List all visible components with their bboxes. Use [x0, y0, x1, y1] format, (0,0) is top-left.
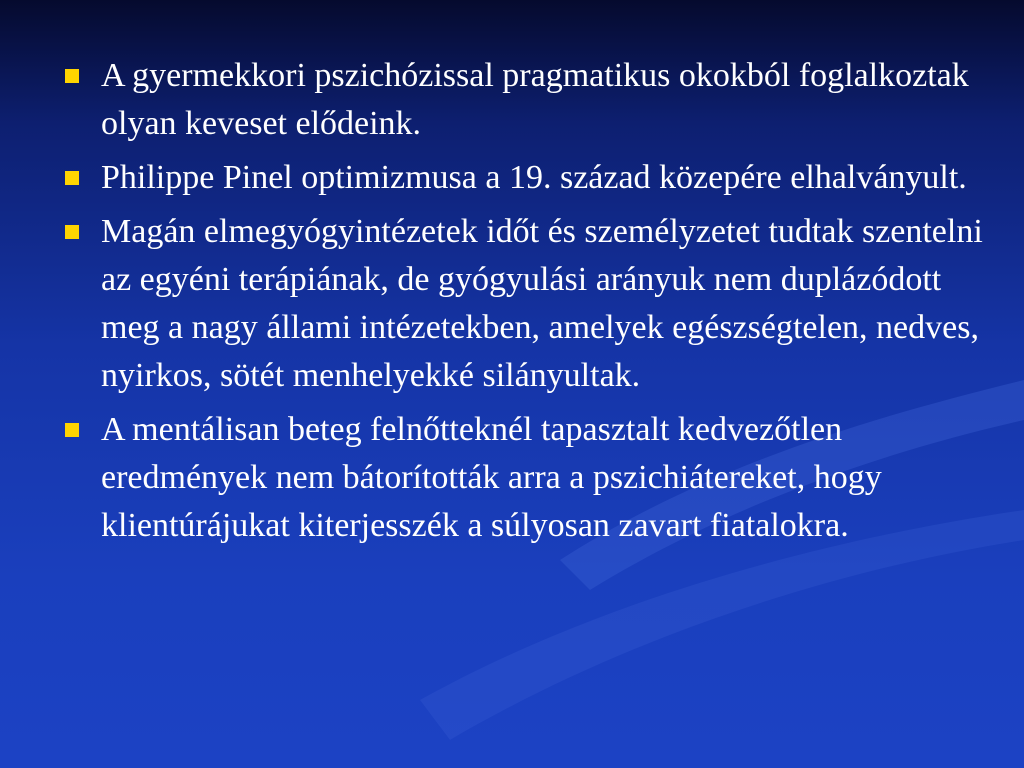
- square-bullet-icon: [65, 69, 79, 83]
- square-bullet-icon: [65, 225, 79, 239]
- bullet-text: Philippe Pinel optimizmusa a 19. század közepére elhalványult.: [101, 159, 967, 196]
- square-bullet-icon: [65, 423, 79, 437]
- bullet-text: A gyermekkori pszichózissal pragmatikus okokból foglalkoztak olyan keveset elődeink.: [101, 57, 969, 142]
- bullet-text: A mentálisan beteg felnőtteknél tapasztalt kedvezőtlen eredmények nem bátorították arra a pszichiátereket, hogy klientúrájukat kiterjesszék a súlyosan zavart fiatalokra.: [101, 411, 882, 544]
- bullet-item-3: [58, 208, 988, 400]
- square-bullet-icon: [65, 171, 79, 185]
- bullet-text: Magán elmegyógyintézetek időt és személyzetet tudtak szentelni az egyéni terápiának, de gyógyulási arányuk nem duplázódott meg a nagy állami intézetekben, amelyek egészségtelen, nedves, nyirkos, sötét menhelyekké silányultak.: [101, 213, 983, 394]
- bullet-item-4: [58, 406, 988, 550]
- bullet-item-1: [58, 52, 988, 148]
- bullet-item-2: [58, 154, 988, 202]
- bullet-list: [58, 52, 988, 556]
